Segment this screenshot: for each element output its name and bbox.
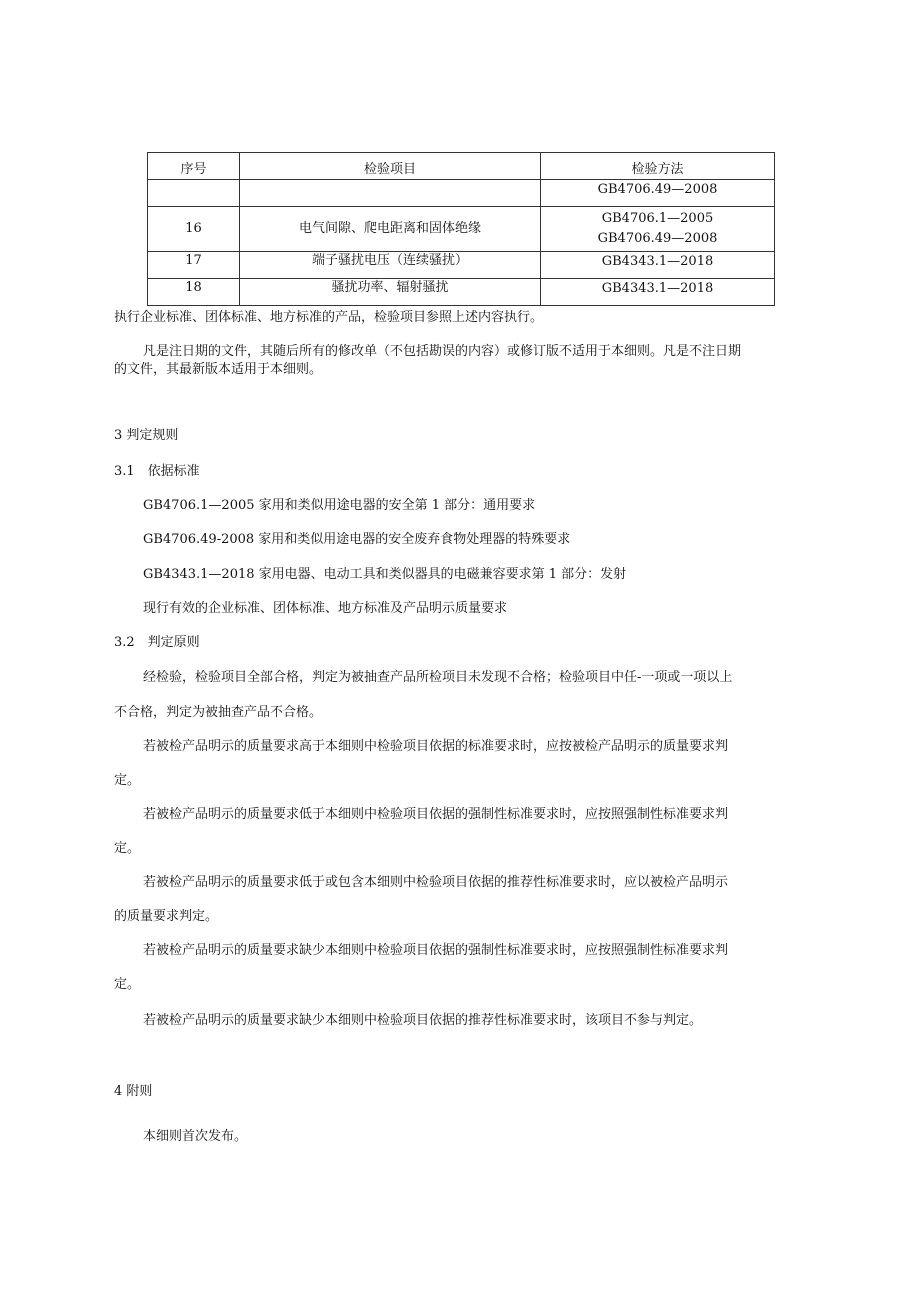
cell-method <box>541 252 775 279</box>
appendix-text: 本细则首次发布。 <box>143 1129 248 1144</box>
header-method: 检验方法 <box>541 153 775 180</box>
principle-line: 若被检产品明示的质量要求缺少本细则中检验项目依据的强制性标准要求时，应按照强制性标准要求判 <box>143 943 729 958</box>
cell-method <box>541 279 775 306</box>
table-row <box>148 180 775 207</box>
cell-item <box>240 180 541 207</box>
note-paragraph: 执行企业标准、团体标准、地方标准的产品，检验项目参照上述内容执行。 <box>114 310 544 325</box>
principle-line-cont: 不合格，判定为被抽查产品不合格。 <box>114 705 323 720</box>
cell-item: 电气间隙、爬电距离和固体绝缘 <box>240 207 541 252</box>
cell-item: 骚扰功率、辐射骚扰 <box>240 279 541 306</box>
standard-item: 现行有效的企业标准、团体标准、地方标准及产品明示质量要求 <box>143 601 508 616</box>
cell-no: 16 <box>148 207 240 252</box>
section-heading: 3 判定规则 <box>114 428 179 443</box>
cell-no <box>148 180 240 207</box>
method-line: GB4706.49—2008 <box>597 231 718 246</box>
principle-line-cont: 定。 <box>114 977 141 992</box>
method-line: GB4706.1—2005 <box>601 211 714 226</box>
principle-line: 经检验，检验项目全部合格，判定为被抽查产品所检项目未发现不合格；检验项目中任-一项或一项以上 <box>143 670 733 685</box>
cell-no: 18 <box>148 279 240 306</box>
note-paragraph-cont: 的文件，其最新版本适用于本细则。 <box>114 362 323 377</box>
principle-line-cont: 的质量要求判定。 <box>114 909 219 924</box>
cell-no: 17 <box>148 252 240 279</box>
table-row <box>148 207 775 252</box>
header-item: 检验项目 <box>240 153 541 180</box>
subsection-heading: 3.1 依据标准 <box>114 464 200 479</box>
standard-item: GB4706.1—2005 家用和类似用途电器的安全第 1 部分：通用要求 <box>143 498 536 513</box>
header-no: 序号 <box>148 153 240 180</box>
method-line: GB4706.49—2008 <box>597 182 718 197</box>
principle-line: 若被检产品明示的质量要求低于本细则中检验项目依据的强制性标准要求时，应按照强制性标准要求判 <box>143 807 729 822</box>
cell-method <box>541 180 775 207</box>
principle-line-cont: 定。 <box>114 841 141 856</box>
principle-line: 若被检产品明示的质量要求高于本细则中检验项目依据的标准要求时，应按被检产品明示的质量要求判 <box>143 739 729 754</box>
note-paragraph: 凡是注日期的文件，其随后所有的修改单（不包括勘误的内容）或修订版不适用于本细则。凡是不注日期 <box>143 344 742 359</box>
principle-line-cont: 定。 <box>114 773 141 788</box>
subsection-heading: 3.2 判定原则 <box>114 635 200 650</box>
section-heading: 4 附则 <box>114 1084 153 1099</box>
principle-line: 若被检产品明示的质量要求缺少本细则中检验项目依据的推荐性标准要求时，该项目不参与判定。 <box>143 1013 703 1028</box>
table-row <box>148 279 775 306</box>
standard-item: GB4706.49-2008 家用和类似用途电器的安全废弃食物处理器的特殊要求 <box>143 532 571 547</box>
inspection-table <box>147 152 775 306</box>
table-row <box>148 252 775 279</box>
cell-method <box>541 207 775 252</box>
principle-line: 若被检产品明示的质量要求低于或包含本细则中检验项目依据的推荐性标准要求时，应以被检产品明示 <box>143 875 729 890</box>
standard-item: GB4343.1—2018 家用电器、电动工具和类似器具的电磁兼容要求第 1 部分：发射 <box>143 567 627 582</box>
cell-item: 端子骚扰电压（连续骚扰） <box>240 252 541 279</box>
method-line: GB4343.1—2018 <box>601 254 714 269</box>
table-header-row <box>148 153 775 180</box>
method-line: GB4343.1—2018 <box>601 281 714 296</box>
